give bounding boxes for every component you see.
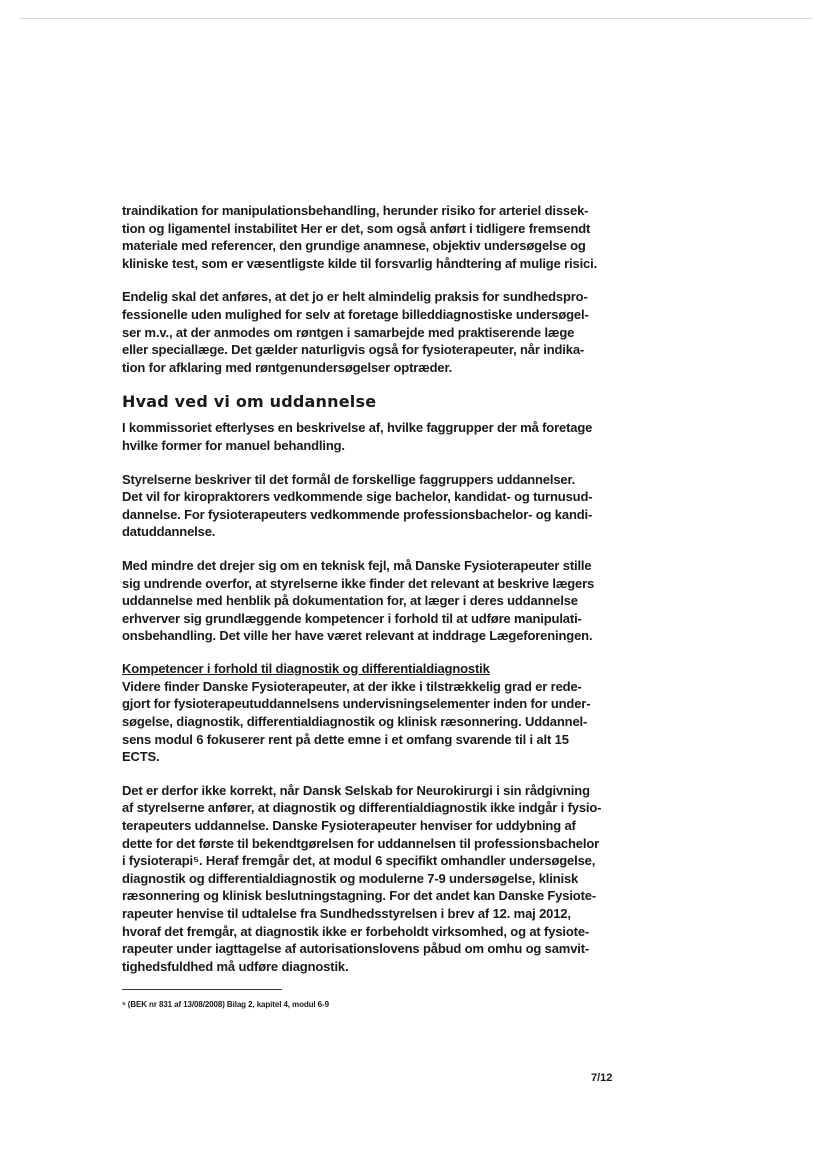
text-line: tion for afklaring med røntgenundersøgelser optræder. bbox=[122, 359, 453, 375]
text-line: ræsonnering og klinisk beslutningstagning. For det andet kan Danske Fysiote- bbox=[122, 888, 597, 904]
text-line: eller speciallæge. Det gælder naturligvis også for fysioterapeuter, når indika- bbox=[122, 342, 585, 358]
text-line: Med mindre det drejer sig om en teknisk fejl, må Danske Fysioterapeuter stille bbox=[122, 557, 592, 573]
text-line: onsbehandling. Det ville her have været relevant at inddrage Lægeforeningen. bbox=[122, 628, 593, 644]
text-line: materiale med referencer, den grundige anamnese, objektiv undersøgelse og bbox=[122, 238, 586, 254]
text-line: erhverver sig grundlæggende kompetencer i forhold til at udføre manipulati- bbox=[122, 610, 582, 626]
text-line: Styrelserne beskriver til det formål de forskellige faggruppers uddannelser. bbox=[122, 471, 576, 487]
text-line: sig undrende overfor, at styrelserne ikke finder det relevant at beskrive lægers bbox=[122, 575, 595, 591]
text-line: søgelse, diagnostik, differentialdiagnostik og klinisk ræsonnering. Uddannel- bbox=[122, 714, 588, 730]
text-line: ECTS. bbox=[122, 749, 160, 765]
text-line: hvoraf det fremgår, at diagnostik ikke er forbeholdt virksomhed, og at fysiote- bbox=[122, 923, 590, 939]
footnote: ⁵ (BEK nr 831 af 13/08/2008) Bilag 2, kapitel 4, modul 6-9 bbox=[122, 1000, 329, 1010]
text-line: Det vil for kiropraktorers vedkommende sige bachelor, kandidat- og turnusud- bbox=[122, 489, 593, 505]
paragraph bbox=[122, 419, 610, 454]
text-line: gjort for fysioterapeutuddannelsens undervisningselementer inden for under- bbox=[122, 696, 591, 712]
paragraph bbox=[122, 471, 610, 541]
text-line: datuddannelse. bbox=[122, 524, 216, 540]
text-line: Videre finder Danske Fysioterapeuter, at der ikke i tilstrækkelig grad er rede- bbox=[122, 678, 582, 694]
page-number: 7/12 bbox=[591, 1072, 613, 1084]
text-line: tighedsfuldhed må udføre diagnostik. bbox=[122, 958, 349, 974]
paragraph bbox=[122, 557, 610, 645]
text-line: rapeuter henvise til udtalelse fra Sundhedsstyrelsen i brev af 12. maj 2012, bbox=[122, 906, 571, 921]
text-line: i fysioterapi⁵. Heraf fremgår det, at modul 6 specifikt omhandler undersøgelse, bbox=[122, 853, 596, 869]
document-body bbox=[122, 202, 610, 1009]
text-line: Endelig skal det anføres, at det jo er helt almindelig praksis for sundhedspro- bbox=[122, 289, 588, 305]
subsection-heading: Kompetencer i forhold til diagnostik og differentialdiagnostik bbox=[122, 660, 490, 676]
text-line: kliniske test, som er væsentligste kilde til forsvarlig håndtering af mulige risici. bbox=[122, 255, 598, 271]
text-line: uddannelse med henblik på dokumentation for, at læger i deres uddannelse bbox=[122, 593, 578, 609]
text-line: terapeuters uddannelse. Danske Fysioterapeuter henviser for uddybning af bbox=[122, 818, 576, 834]
text-line: Det er derfor ikke korrekt, når Dansk Selskab for Neurokirurgi i sin rådgivning bbox=[122, 782, 590, 798]
text-line: tion og ligamentel instabilitet Her er det, som også anført i tidligere fremsendt bbox=[122, 220, 591, 236]
paragraph bbox=[122, 678, 610, 766]
text-line: dette for det første til bekendtgørelsen for uddannelsen til professionsbachelor bbox=[122, 835, 600, 851]
footnote-divider bbox=[122, 989, 282, 990]
paragraph bbox=[122, 782, 610, 976]
paragraph bbox=[122, 288, 610, 376]
text-line: ser m.v., at der anmodes om røntgen i samarbejde med praktiserende læge bbox=[122, 324, 575, 340]
text-line: traindikation for manipulationsbehandling, herunder risiko for arteriel dissek- bbox=[122, 203, 589, 218]
text-line: rapeuter under iagttagelse af autorisationslovens påbud om omhu og samvit- bbox=[122, 941, 590, 957]
text-line: fessionelle uden mulighed for selv at foretage billeddiagnostiske undersøgel- bbox=[122, 306, 589, 322]
paragraph bbox=[122, 202, 610, 272]
text-line: I kommissoriet efterlyses en beskrivelse af, hvilke faggrupper der må foretage bbox=[122, 420, 593, 436]
text-line: af styrelserne anfører, at diagnostik og differentialdiagnostik ikke indgår i fysio- bbox=[122, 800, 602, 816]
section-heading: Hvad ved vi om uddannelse bbox=[122, 392, 377, 412]
text-line: diagnostik og differentialdiagnostik og modulerne 7-9 undersøgelse, klinisk bbox=[122, 870, 579, 886]
text-line: sens modul 6 fokuserer rent på dette emne i et omfang svarende til i alt 15 bbox=[122, 731, 569, 747]
top-rule bbox=[20, 18, 812, 19]
text-line: hvilke former for manuel behandling. bbox=[122, 437, 345, 453]
text-line: dannelse. For fysioterapeuters vedkommende professionsbachelor- og kandi- bbox=[122, 506, 593, 522]
